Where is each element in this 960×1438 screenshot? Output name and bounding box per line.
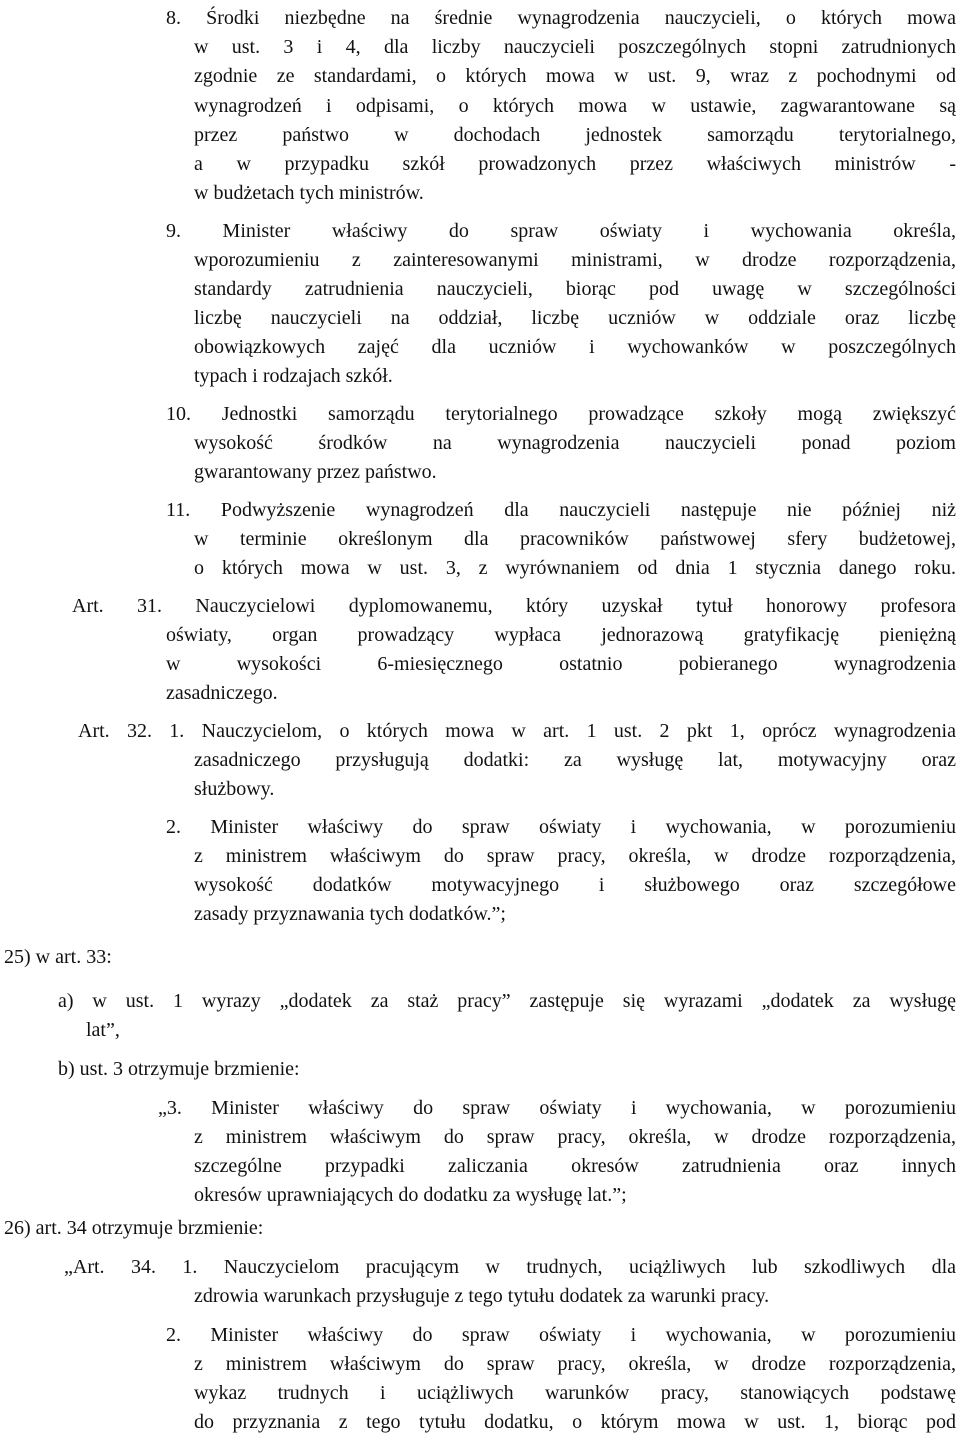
text-line: z ministrem właściwym do spraw pracy, określa, w drodze rozporządzenia, [194, 845, 956, 867]
text-line: w ust. 3 i 4, dla liczby nauczycieli poszczególnych stopni zatrudnionych [194, 36, 956, 58]
text-line: do przyznania z tego tytułu dodatku, o którym mowa w ust. 1, biorąc pod [194, 1411, 956, 1433]
text-line: szczególne przypadki zaliczania okresów zatrudnienia oraz innych [194, 1155, 956, 1177]
text-line: z ministrem właściwym do spraw pracy, określa, w drodze rozporządzenia, [194, 1353, 956, 1375]
text-line: liczbę nauczycieli na oddział, liczbę uczniów w oddziale oraz liczbę [194, 307, 956, 329]
text-line: Art. 31. Nauczycielowi dyplomowanemu, który uzyskał tytuł honorowy profesora [72, 595, 956, 617]
text-line: w budżetach tych ministrów. [194, 182, 424, 204]
text-line: 10. Jednostki samorządu terytorialnego prowadzące szkoły mogą zwiększyć [166, 403, 956, 425]
text-line: „3. Minister właściwy do spraw oświaty i wychowania, w porozumieniu [158, 1097, 956, 1119]
text-line: Art. 32. 1. Nauczycielom, o których mowa w art. 1 ust. 2 pkt 1, oprócz wynagrodzenia [78, 720, 956, 742]
text-line: 25) w art. 33: [4, 946, 112, 968]
text-line: typach i rodzajach szkół. [194, 365, 393, 387]
text-line: a) w ust. 1 wyrazy „dodatek za staż pracy” zastępuje się wyrazami „dodatek za wysługę [58, 990, 956, 1012]
text-line: zgodnie ze standardami, o których mowa w ust. 9, wraz z pochodnymi od [194, 65, 956, 87]
text-line: o których mowa w ust. 3, z wyrównaniem od dnia 1 stycznia danego roku. [194, 557, 956, 579]
text-line: zasadniczego. [166, 682, 278, 704]
text-line: „Art. 34. 1. Nauczycielom pracującym w trudnych, uciążliwych lub szkodliwych dla [64, 1256, 956, 1278]
text-line: wporozumieniu z zainteresowanymi ministrami, w drodze rozporządzenia, [194, 249, 956, 271]
text-line: okresów uprawniających do dodatku za wysługę lat.”; [194, 1184, 627, 1206]
text-line: zdrowia warunkach przysługuje z tego tytułu dodatek za warunki pracy. [194, 1285, 770, 1307]
text-line: obowiązkowych zajęć dla uczniów i wychowanków w poszczególnych [194, 336, 956, 358]
text-line: z ministrem właściwym do spraw pracy, określa, w drodze rozporządzenia, [194, 1126, 956, 1148]
text-line: w wysokości 6-miesięcznego ostatnio pobieranego wynagrodzenia [166, 653, 956, 675]
text-line: lat”, [86, 1019, 120, 1041]
text-line: zasadniczego przysługują dodatki: za wysługę lat, motywacyjny oraz [194, 749, 956, 771]
text-line: wykaz trudnych i uciążliwych warunków pracy, stanowiących podstawę [194, 1382, 956, 1404]
text-line: b) ust. 3 otrzymuje brzmienie: [58, 1058, 300, 1080]
text-line: 11. Podwyższenie wynagrodzeń dla nauczycieli następuje nie później niż [166, 499, 956, 521]
text-line: a w przypadku szkół prowadzonych przez właściwych ministrów - [194, 153, 956, 175]
text-line: oświaty, organ prowadzący wypłaca jednorazową gratyfikację pieniężną [166, 624, 956, 646]
text-line: gwarantowany przez państwo. [194, 461, 437, 483]
text-line: 9. Minister właściwy do spraw oświaty i wychowania określa, [166, 220, 956, 242]
text-line: przez państwo w dochodach jednostek samorządu terytorialnego, [194, 124, 956, 146]
text-line: służbowy. [194, 778, 275, 800]
text-line: 2. Minister właściwy do spraw oświaty i wychowania, w porozumieniu [166, 816, 956, 838]
text-line: wynagrodzeń i odpisami, o których mowa w ustawie, zagwarantowane są [194, 95, 956, 117]
text-line: wysokość dodatków motywacyjnego i służbowego oraz szczegółowe [194, 874, 956, 896]
text-line: standardy zatrudnienia nauczycieli, biorąc pod uwagę w szczególności [194, 278, 956, 300]
text-line: 2. Minister właściwy do spraw oświaty i wychowania, w porozumieniu [166, 1324, 956, 1346]
text-line: zasady przyznawania tych dodatków.”; [194, 903, 506, 925]
text-line: wysokość środków na wynagrodzenia nauczycieli ponad poziom [194, 432, 956, 454]
text-line: 26) art. 34 otrzymuje brzmienie: [4, 1217, 264, 1239]
text-line: w terminie określonym dla pracowników państwowej sfery budżetowej, [194, 528, 956, 550]
text-line: 8. Środki niezbędne na średnie wynagrodzenia nauczycieli, o których mowa [166, 7, 956, 29]
